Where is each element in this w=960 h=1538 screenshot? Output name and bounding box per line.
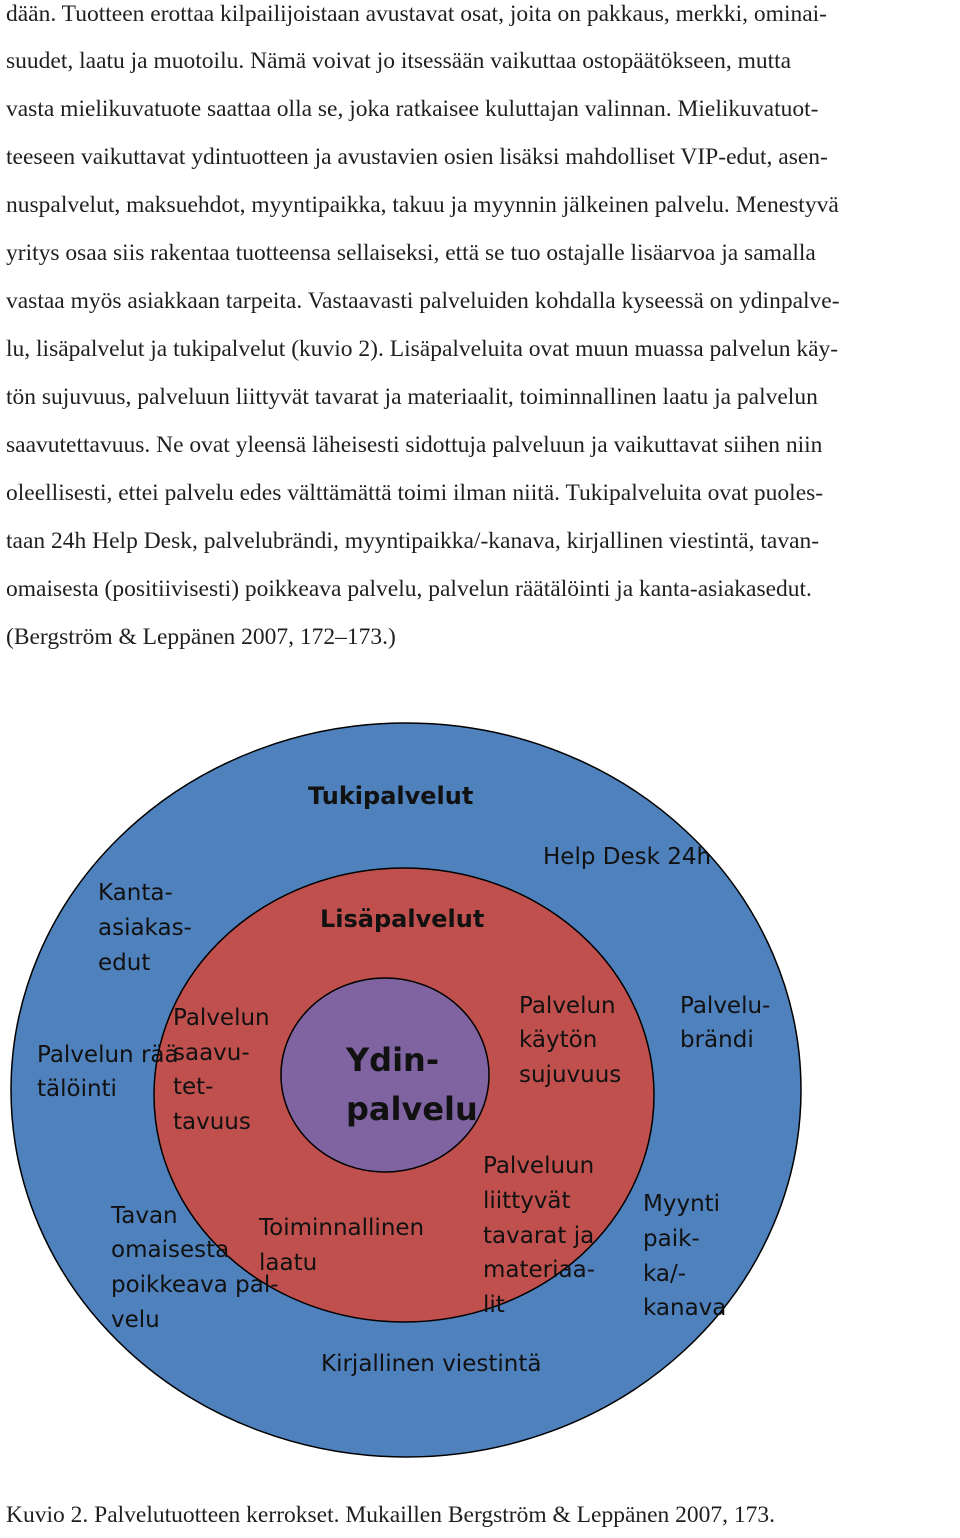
label-myyntipaikka-kanava: Myynti paik- ka/- kanava <box>643 1191 727 1321</box>
paragraph-line: omaisesta (positiivisesti) poikkeava palvelu, palvelun räätälöinti ja kanta-asiakasedut. <box>6 576 812 602</box>
paragraph-line: vasta mielikuvatuote saattaa olla se, joka ratkaisee kuluttajan valinnan. Mielikuvatuot- <box>6 96 819 122</box>
label-palvelubrandi: Palvelu- brändi <box>680 993 771 1053</box>
label-tavanomaisesta-poikkeava: Tavan omaisesta poikkeava pal- velu <box>111 1203 279 1333</box>
paragraph-line: vastaa myös asiakkaan tarpeita. Vastaavasti palveluiden kohdalla kyseessä on ydinpalve- <box>6 288 840 314</box>
label-palvelun-raatalointi: Palvelun rää tälöinti <box>37 1042 179 1102</box>
outer-ring-title: Tukipalvelut <box>308 782 474 810</box>
label-saavutettavuus: Palvelun saavu- tet- tavuus <box>173 1005 270 1135</box>
label-kirjallinen-viestinta: Kirjallinen viestintä <box>321 1351 542 1377</box>
label-help-desk: Help Desk 24h <box>543 844 712 870</box>
paragraph-line: dään. Tuotteen erottaa kilpailijoistaan avustavat osat, joita on pakkaus, merkki, ominai- <box>6 1 828 27</box>
paragraph-line: yritys osaa siis rakentaa tuotteensa sellaiseksi, että se tuo ostajalle lisäarvoa ja samalla <box>6 240 816 266</box>
paragraph-line: tön sujuvuus, palveluun liittyvät tavarat ja materiaalit, toiminnallinen laatu ja palvelun <box>6 384 818 410</box>
paragraph-line: saavutettavuus. Ne ovat yleensä läheisesti sidottuja palveluun ja vaikuttavat siihen niin <box>6 432 823 458</box>
paragraph-line: lu, lisäpalvelut ja tukipalvelut (kuvio 2). Lisäpalveluita ovat muun muassa palvelun käy- <box>6 336 839 362</box>
paragraph-line: (Bergström & Leppänen 2007, 172–173.) <box>6 624 396 650</box>
core-service-label: Ydin- palvelu <box>346 1041 478 1128</box>
paragraph-line: nuspalvelut, maksuehdot, myyntipaikka, takuu ja myynnin jälkeinen palvelu. Menestyvä <box>6 192 839 218</box>
paragraph-line: oleellisesti, ettei palvelu edes välttämättä toimi ilman niitä. Tukipalveluita ovat puoles- <box>6 480 824 506</box>
paragraph-line: suudet, laatu ja muotoilu. Nämä voivat jo itsessään vaikuttaa ostopäätökseen, mutta <box>6 48 792 74</box>
label-kanta-asiakasedut: Kanta- asiakas- edut <box>98 880 192 976</box>
figure-caption: Kuvio 2. Palvelutuotteen kerrokset. Mukaillen Bergström & Leppänen 2007, 173. <box>6 1502 776 1528</box>
label-kayton-sujuvuus: Palvelun käytön sujuvuus <box>519 993 622 1088</box>
middle-ring-title: Lisäpalvelut <box>320 905 485 933</box>
paragraph-line: taan 24h Help Desk, palvelubrändi, myyntipaikka/-kanava, kirjallinen viestintä, tavan- <box>6 528 820 554</box>
paragraph-line: teeseen vaikuttavat ydintuotteen ja avustavien osien lisäksi mahdolliset VIP-edut, asen- <box>6 144 828 170</box>
label-toiminnallinen-laatu: Toiminnallinen laatu <box>259 1215 425 1276</box>
label-tavarat-materiaalit: Palveluun liittyvät tavarat ja materiaa- lit <box>483 1153 596 1318</box>
